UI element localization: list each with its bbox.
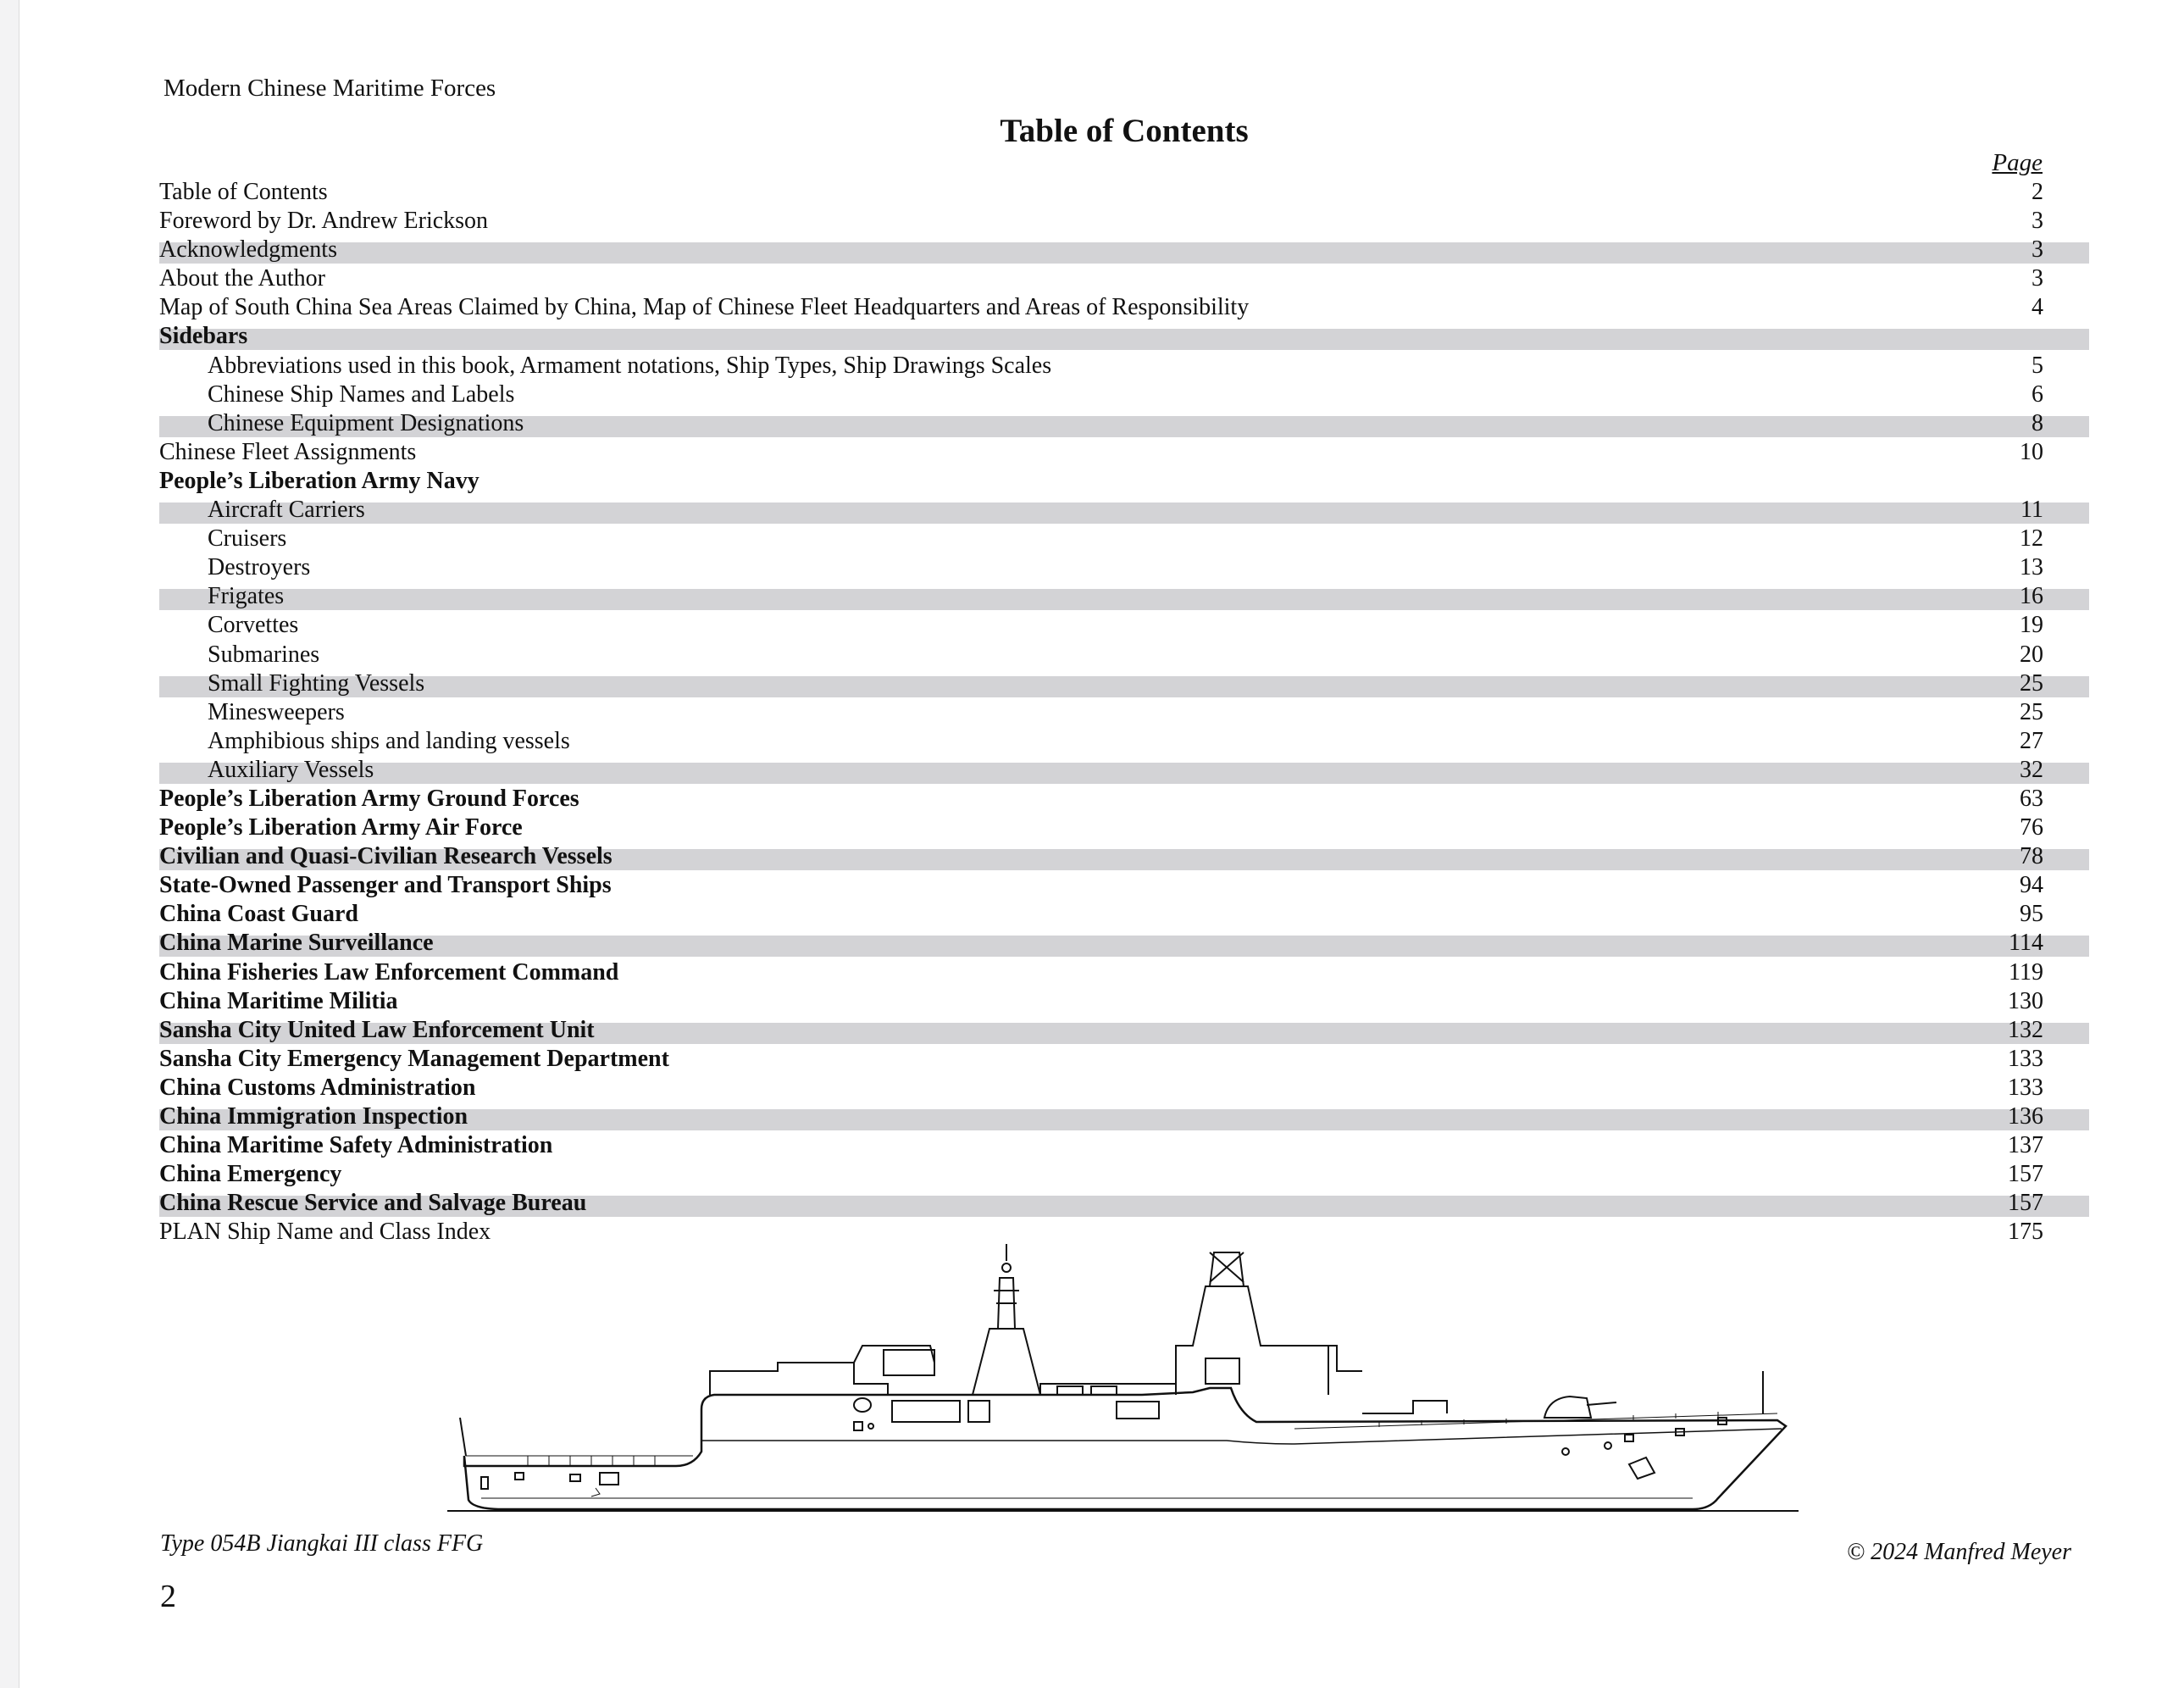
toc-entry [159, 438, 2089, 467]
toc-entry-page: 19 [2020, 612, 2043, 639]
toc-entry-page: 133 [2008, 1074, 2043, 1101]
toc-entry-page: 2 [2032, 179, 2043, 205]
toc-entry-page: 8 [2032, 409, 2043, 436]
row-shading [159, 589, 2089, 610]
figure-caption: Type 054B Jiangkai III class FFG [160, 1530, 484, 1557]
toc-entry [159, 900, 2089, 929]
toc-entry [159, 352, 2089, 380]
toc-list [159, 178, 2089, 1247]
toc-entry [159, 1189, 2089, 1218]
toc-entry-label: People’s Liberation Army Air Force [159, 814, 523, 841]
toc-entry-label: People’s Liberation Army Ground Forces [159, 785, 579, 812]
toc-entry-label: Frigates [208, 583, 285, 610]
toc-entry [159, 1218, 2089, 1247]
toc-entry [159, 842, 2089, 871]
toc-entry-label: Map of South China Sea Areas Claimed by China, Map of Chinese Fleet Headquarters and Areas of Responsibility [159, 294, 1250, 321]
toc-entry [159, 178, 2089, 207]
toc-entry-page: 13 [2020, 554, 2043, 581]
row-shading [159, 676, 2089, 697]
toc-entry-page: 32 [2020, 756, 2043, 783]
toc-entry-label: People’s Liberation Army Navy [159, 467, 479, 494]
toc-entry-label: Chinese Ship Names and Labels [208, 380, 515, 408]
document-page [19, 0, 2184, 1688]
toc-entry-page: 6 [2032, 380, 2043, 408]
toc-entry-label: Chinese Equipment Designations [208, 409, 524, 436]
row-shading [159, 936, 2089, 957]
page-column-header: Page [1992, 149, 2043, 176]
toc-entry-label: Small Fighting Vessels [208, 669, 425, 697]
toc-entry [159, 611, 2089, 640]
toc-entry [159, 1102, 2089, 1131]
toc-entry-page: 25 [2020, 669, 2043, 697]
toc-entry-page: 10 [2020, 438, 2043, 465]
toc-entry-label: Submarines [208, 641, 320, 668]
toc-entry-label: Sansha City United Law Enforcement Unit [159, 1016, 595, 1043]
toc-entry-page: 5 [2032, 352, 2043, 379]
toc-entry [159, 264, 2089, 293]
toc-entry [159, 293, 2089, 322]
toc-entry [159, 813, 2089, 842]
toc-entry-label: Table of Contents [159, 179, 328, 205]
toc-entry-label: Acknowledgments [159, 236, 337, 264]
toc-entry-page: 76 [2020, 814, 2043, 841]
toc-entry-page: 119 [2009, 958, 2043, 986]
running-header: Modern Chinese Maritime Forces [164, 75, 496, 102]
toc-entry-page: 175 [2008, 1219, 2043, 1246]
page-number: 2 [160, 1579, 176, 1614]
toc-entry [159, 641, 2089, 669]
toc-entry [159, 582, 2089, 611]
toc-entry-label: Corvettes [208, 612, 299, 639]
toc-entry [159, 987, 2089, 1016]
toc-entry [159, 669, 2089, 698]
toc-entry-label: Sidebars [159, 323, 248, 350]
toc-entry-label: Aircraft Carriers [208, 497, 365, 524]
toc-entry [159, 496, 2089, 525]
toc-entry [159, 409, 2089, 438]
toc-title: Table of Contents [1000, 113, 1249, 149]
toc-entry-label: China Customs Administration [159, 1074, 476, 1101]
toc-entry-page: 133 [2008, 1045, 2043, 1072]
toc-entry-label: State-Owned Passenger and Transport Ships [159, 872, 612, 899]
toc-entry-label: Amphibious ships and landing vessels [208, 727, 570, 754]
copyright-notice: © 2024 Manfred Meyer [1846, 1539, 2071, 1565]
toc-entry [159, 756, 2089, 785]
toc-entry-label: China Maritime Safety Administration [159, 1132, 553, 1159]
toc-entry-label: Chinese Fleet Assignments [159, 438, 417, 465]
toc-entry-page: 130 [2008, 987, 2043, 1014]
row-shading [159, 242, 2089, 264]
toc-entry [159, 1131, 2089, 1160]
row-shading [159, 329, 2089, 350]
toc-entry [159, 525, 2089, 553]
toc-entry-label: China Emergency [159, 1161, 342, 1188]
toc-entry [159, 958, 2089, 987]
toc-entry-label: Abbreviations used in this book, Armament notations, Ship Types, Ship Drawings Scales [208, 352, 1052, 379]
toc-entry [159, 1160, 2089, 1189]
toc-entry-label: China Marine Surveillance [159, 930, 434, 957]
toc-entry-page: 157 [2008, 1190, 2043, 1217]
toc-entry-page: 132 [2008, 1016, 2043, 1043]
toc-entry [159, 1045, 2089, 1074]
toc-entry-page: 11 [2020, 497, 2043, 524]
toc-entry-label: Sansha City Emergency Management Department [159, 1045, 669, 1072]
toc-entry-label: Cruisers [208, 525, 287, 552]
toc-entry [159, 236, 2089, 264]
toc-entry [159, 553, 2089, 582]
toc-entry-page: 16 [2020, 583, 2043, 610]
toc-entry-label: China Maritime Militia [159, 987, 398, 1014]
toc-entry [159, 322, 2089, 351]
toc-entry-label: Destroyers [208, 554, 311, 581]
toc-entry [159, 929, 2089, 958]
toc-entry-page: 27 [2020, 727, 2043, 754]
ship-drawing [447, 1244, 1803, 1519]
toc-entry [159, 467, 2089, 496]
toc-entry-label: Foreword by Dr. Andrew Erickson [159, 208, 489, 235]
toc-entry-label: China Immigration Inspection [159, 1103, 468, 1130]
toc-entry-label: About the Author [159, 265, 325, 292]
toc-entry-label: China Rescue Service and Salvage Bureau [159, 1190, 587, 1217]
toc-entry [159, 1016, 2089, 1045]
toc-entry-page: 94 [2020, 872, 2043, 899]
toc-entry-page: 12 [2020, 525, 2043, 552]
toc-entry [159, 380, 2089, 409]
toc-entry-label: Civilian and Quasi-Civilian Research Vessels [159, 843, 613, 870]
row-shading [159, 503, 2089, 524]
toc-entry [159, 698, 2089, 727]
toc-entry-page: 136 [2008, 1103, 2043, 1130]
toc-entry-page: 63 [2020, 785, 2043, 812]
toc-entry-page: 20 [2020, 641, 2043, 668]
toc-entry-page: 3 [2032, 208, 2043, 235]
toc-entry [159, 1074, 2089, 1102]
toc-entry [159, 871, 2089, 900]
toc-entry-label: Auxiliary Vessels [208, 756, 374, 783]
toc-entry-page: 137 [2008, 1132, 2043, 1159]
toc-entry-page: 3 [2032, 265, 2043, 292]
toc-entry [159, 727, 2089, 756]
toc-entry-page: 157 [2008, 1161, 2043, 1188]
toc-entry-page: 78 [2020, 843, 2043, 870]
toc-entry [159, 785, 2089, 813]
toc-entry-page: 4 [2032, 294, 2043, 321]
toc-entry [159, 207, 2089, 236]
toc-entry-label: PLAN Ship Name and Class Index [159, 1219, 491, 1246]
toc-entry-label: Minesweepers [208, 698, 345, 725]
toc-entry-page: 3 [2032, 236, 2043, 264]
toc-entry-label: China Fisheries Law Enforcement Command [159, 958, 619, 986]
toc-entry-page: 114 [2009, 930, 2043, 957]
row-shading [159, 763, 2089, 784]
toc-entry-page: 25 [2020, 698, 2043, 725]
toc-entry-page: 95 [2020, 901, 2043, 928]
toc-entry-label: China Coast Guard [159, 901, 358, 928]
